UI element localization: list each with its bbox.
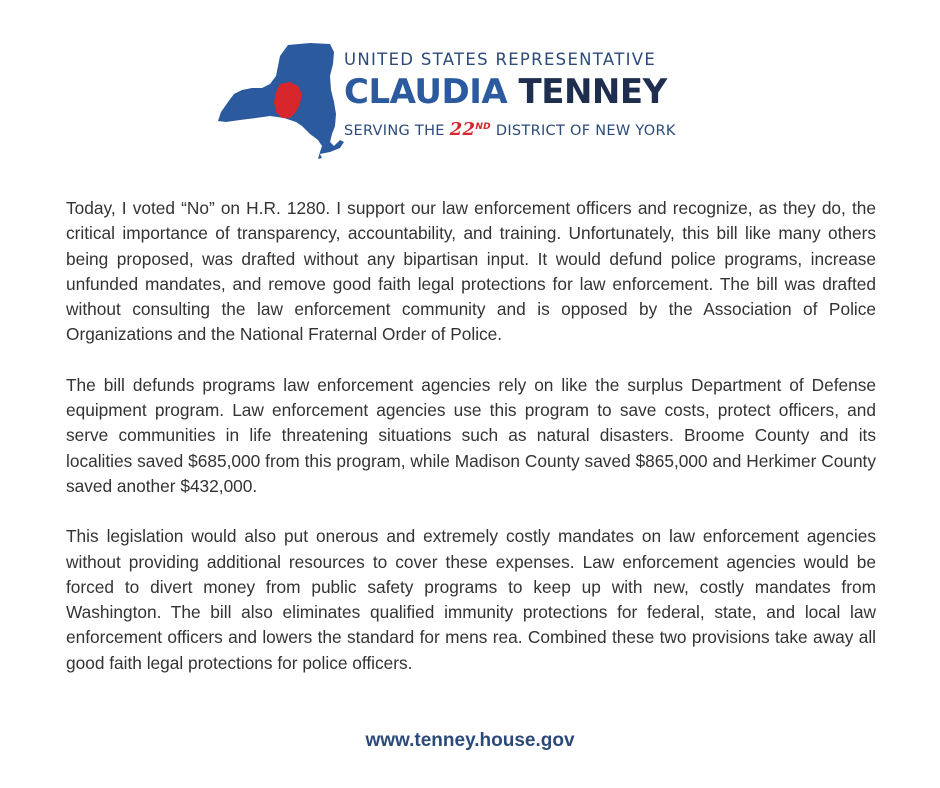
paragraph-2: The bill defunds programs law enforcement agencies rely on like the surplus Department of Defense equipment program. Law enforcement agencies use this program to save costs, protect officers, and serve communities in life threatening situations such as natural disasters. Broome County and its localities saved $685,000 from this program, while Madison County saved $865,000 and Herkimer County saved another $432,000. [66, 374, 876, 496]
serving-suffix: DISTRICT OF NEW YORK [495, 122, 676, 139]
statement-body [66, 196, 876, 701]
paragraph-1: Today, I voted “No” on H.R. 1280. I support our law enforcement officers and recognize, as they do, the critical importance of transparency, accountability, and training. Unfortunately, this bill like many others being proposed, was drafted without any bipartisan input. It would defund police programs, increase unfunded mandates, and remove good faith legal protections for law enforcement. The bill was drafted without consulting the law enforcement community and is opposed by the Association of Police Organizations and the National Fraternal Order of Police. [66, 198, 876, 345]
representative-title: UNITED STATES REPRESENTATIVE [344, 50, 657, 69]
representative-name [344, 72, 716, 112]
title-block [344, 50, 716, 142]
header-logo [218, 42, 718, 160]
district-number: 22 [449, 118, 476, 140]
paragraph-3: This legislation would also put onerous and extremely costly mandates on law enforcement agencies without providing additional resources to cover these expenses. Law enforcement agencies would be forced to divert money from public safety programs to keep up with new, costly mandates from Washington. The bill also eliminates qualified immunity protections for federal, state, and local law enforcement officers and lowers the standard for mens rea. Combined these two provisions take away all good faith legal protections for police officers. [66, 526, 876, 673]
district-line [344, 116, 716, 142]
first-name: CLAUDIA [344, 72, 508, 112]
last-name: TENNEY [518, 72, 667, 112]
new-york-state-map-icon [218, 42, 348, 160]
serving-prefix: SERVING THE [344, 122, 445, 139]
district-suffix: ND [475, 122, 491, 132]
website-url: www.tenney.house.gov [365, 730, 575, 751]
